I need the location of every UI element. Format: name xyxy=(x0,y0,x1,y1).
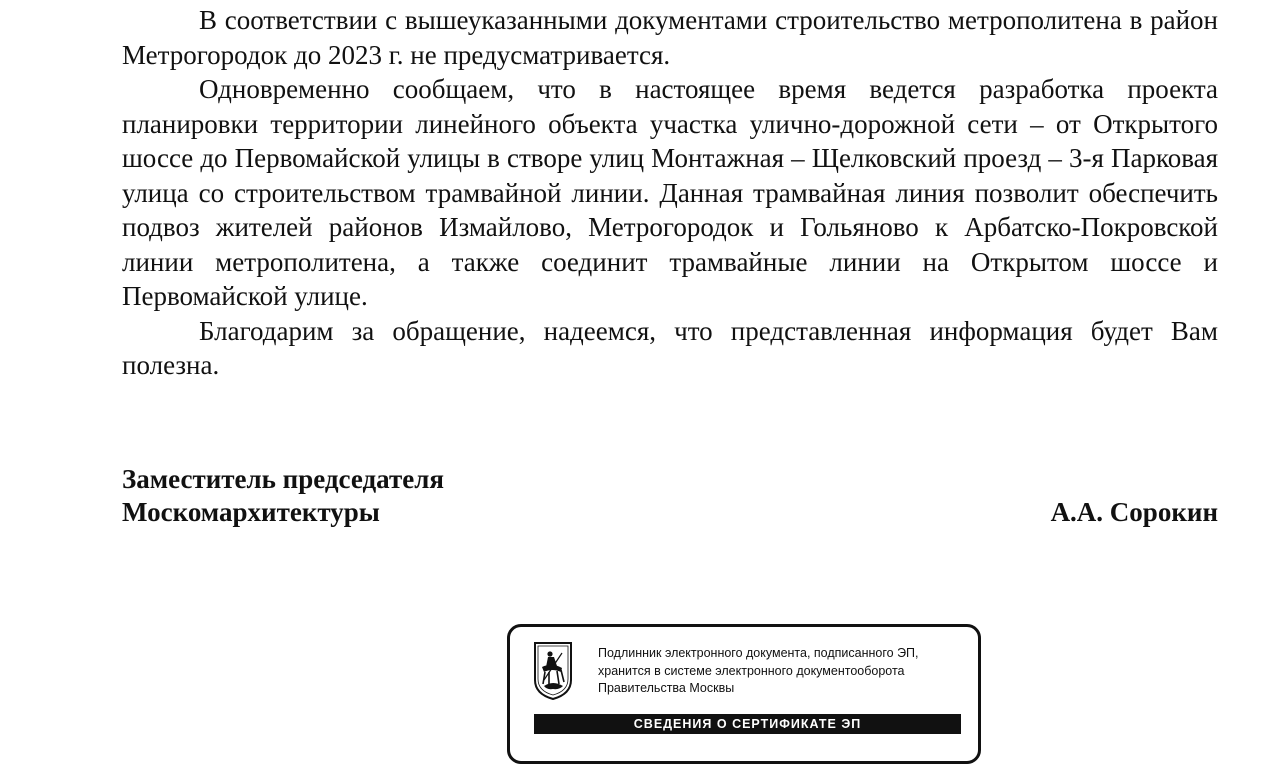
signatory-position-line1: Заместитель председателя xyxy=(122,464,444,494)
stamp-text xyxy=(598,645,973,698)
document-body xyxy=(122,3,1218,383)
stamp-text-line3: Правительства Москвы xyxy=(598,681,735,695)
paragraph-thanks: Благодарим за обращение, надеемся, что представленная информация будет Вам полезна. xyxy=(122,315,1218,380)
certificate-header: СВЕДЕНИЯ О СЕРТИФИКАТЕ ЭП xyxy=(534,714,961,734)
signature-block xyxy=(122,463,1218,529)
electronic-signature-stamp xyxy=(507,624,981,764)
paragraph-metro: В соответствии с вышеуказанными документами строительство метрополитена в район Метрогородок до 2023 г. не предусматривается. xyxy=(122,5,1218,70)
signatory-name: А.А. Сорокин xyxy=(1050,497,1218,527)
paragraph-tram-project: Одновременно сообщаем, что в настоящее время ведется разработка проекта планировки территории линейного объекта участка улично-дорожной сети – от Открытого шоссе до Первомайской улицы в створе улиц Монтажная – Щелковский проезд – 3-я Парковая улица со строительством трамвайной линии. Данная трамвайная линия позволит обеспечить подвоз жителей районов Измайлово, Метрогородок и Гольяново к Арбатско-Покровской линии метрополитена, а также соединит трамвайные линии на Открытом шоссе и Первомайской улице. xyxy=(122,74,1218,311)
stamp-text-line2: хранится в системе электронного документооборота xyxy=(598,663,905,678)
moscow-coat-of-arms-icon xyxy=(532,640,574,702)
stamp-text-line1: Подлинник электронного документа, подписанного ЭП, xyxy=(598,646,919,660)
signatory-position-line2: Москомархитектуры xyxy=(122,497,380,527)
